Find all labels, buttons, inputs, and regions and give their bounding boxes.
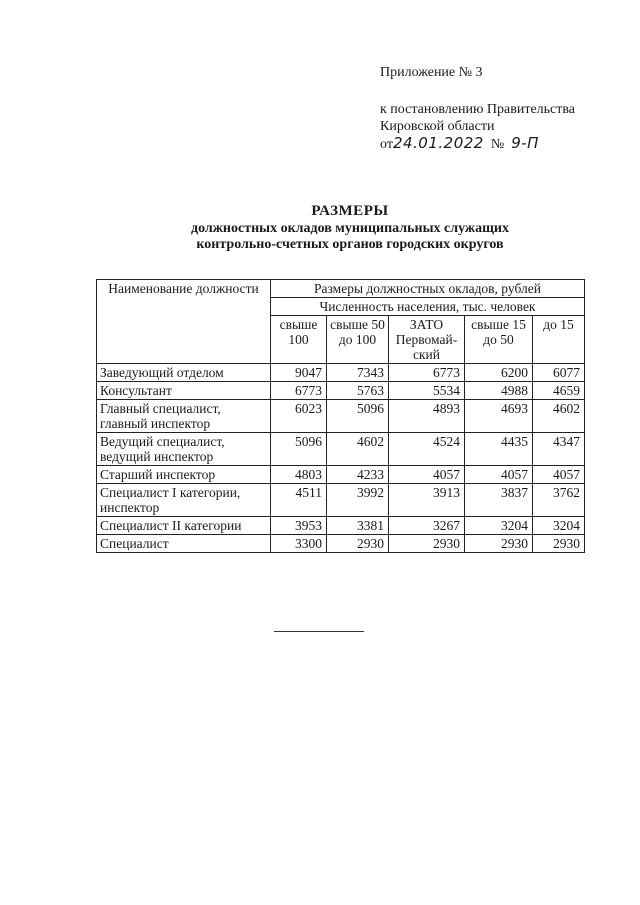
salary-value: 6200 [465, 364, 533, 382]
table-row [97, 364, 585, 382]
handwritten-date: 24.01.2022 [392, 134, 484, 152]
salary-value: 4893 [389, 400, 465, 433]
position-name: Главный специалист, главный инспектор [97, 400, 271, 433]
salary-value: 3837 [465, 484, 533, 517]
position-name: Ведущий специалист, ведущий инспектор [97, 433, 271, 466]
table-row [97, 466, 585, 484]
table-row [97, 484, 585, 517]
salary-table [96, 279, 585, 553]
annex-number: Приложение № 3 [380, 65, 483, 80]
salary-value: 2930 [327, 535, 389, 553]
table-row [97, 535, 585, 553]
salary-value: 7343 [327, 364, 389, 382]
header-salary-group: Размеры должностных окладов, рублей [271, 280, 585, 298]
salary-value: 3267 [389, 517, 465, 535]
salary-value: 3204 [533, 517, 585, 535]
position-name: Заведующий отделом [97, 364, 271, 382]
salary-value: 2930 [389, 535, 465, 553]
header-position: Наименование должности [97, 280, 271, 364]
position-name: Специалист I категории, инспектор [97, 484, 271, 517]
salary-value: 3762 [533, 484, 585, 517]
handwritten-doc-number: 9-П [511, 134, 539, 152]
salary-value: 5763 [327, 382, 389, 400]
salary-value: 3913 [389, 484, 465, 517]
column-header: свыше 100 [271, 316, 327, 364]
column-header: свыше 50 до 100 [327, 316, 389, 364]
position-name: Специалист II категории [97, 517, 271, 535]
table-row [97, 382, 585, 400]
column-header: до 15 [533, 316, 585, 364]
salary-value: 6023 [271, 400, 327, 433]
salary-value: 4435 [465, 433, 533, 466]
salary-value: 3381 [327, 517, 389, 535]
salary-value: 9047 [271, 364, 327, 382]
salary-value: 6773 [389, 364, 465, 382]
salary-value: 4693 [465, 400, 533, 433]
salary-value: 4511 [271, 484, 327, 517]
position-name: Консультант [97, 382, 271, 400]
column-header: свыше 15 до 50 [465, 316, 533, 364]
column-header: ЗАТО Первомай-ский [389, 316, 465, 364]
annex-block [380, 64, 575, 153]
date-prefix: от [380, 137, 393, 152]
annex-line-1: к постановлению Правительства [380, 102, 576, 117]
salary-value: 4057 [533, 466, 585, 484]
header-population-group: Численность населения, тыс. человек [271, 298, 585, 316]
document-subtitle-2: контрольно-счетных органов городских округов [196, 237, 504, 252]
salary-value: 4524 [389, 433, 465, 466]
salary-value: 6773 [271, 382, 327, 400]
salary-value: 4659 [533, 382, 585, 400]
salary-value: 4988 [465, 382, 533, 400]
salary-value: 5096 [271, 433, 327, 466]
salary-value: 4602 [533, 400, 585, 433]
salary-value: 5096 [327, 400, 389, 433]
salary-value: 3992 [327, 484, 389, 517]
salary-value: 3204 [465, 517, 533, 535]
salary-value: 2930 [465, 535, 533, 553]
table-row [97, 433, 585, 466]
number-prefix: № [490, 137, 505, 152]
document-heading [0, 203, 640, 253]
salary-value: 4803 [271, 466, 327, 484]
salary-value: 3953 [271, 517, 327, 535]
position-name: Специалист [97, 535, 271, 553]
salary-value: 4347 [533, 433, 585, 466]
table-row [97, 517, 585, 535]
salary-value: 3300 [271, 535, 327, 553]
table-row [97, 400, 585, 433]
position-name: Старший инспектор [97, 466, 271, 484]
salary-value: 6077 [533, 364, 585, 382]
salary-value: 4602 [327, 433, 389, 466]
closing-divider [274, 631, 364, 632]
salary-value: 4057 [389, 466, 465, 484]
salary-value: 4057 [465, 466, 533, 484]
salary-value: 4233 [327, 466, 389, 484]
annex-line-2: Кировской области [380, 119, 495, 134]
annex-date-line [380, 135, 575, 153]
document-subtitle-1: должностных окладов муниципальных служащих [191, 221, 509, 236]
document-title: РАЗМЕРЫ [311, 203, 389, 219]
salary-value: 5534 [389, 382, 465, 400]
salary-value: 2930 [533, 535, 585, 553]
table-header-row [97, 280, 585, 298]
